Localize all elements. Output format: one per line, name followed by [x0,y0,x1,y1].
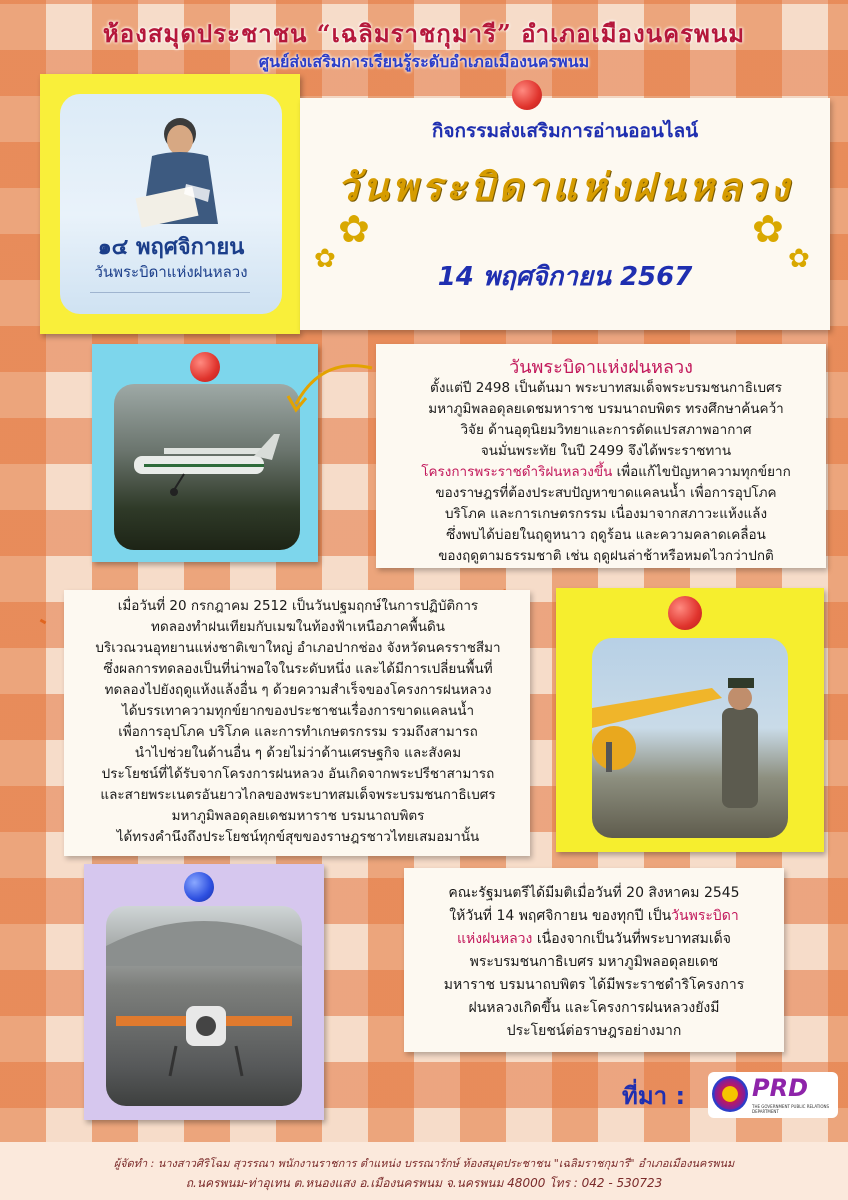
section2-line: ทดลองไปยังฤดูแห้งแล้งอื่น ๆ ด้วยความสำเร็จของโครงการฝนหลวง [104,682,492,698]
king-inspecting-plane-photo [592,638,788,838]
flower-right-icon: ✿ [752,207,784,251]
section1-line: ของราษฎรที่ต้องประสบปัญหาขาดแคลนน้ำ เพื่อการอุปโภค [435,485,777,501]
section1-line [396,462,816,483]
section2-line: ได้บรรเทาความทุกข์ยากของประชาชนเรื่องการขาดแคลนน้ำ [121,703,475,719]
title-card [300,98,830,330]
section2-line: ประโยชน์ที่ได้รับจากโครงการฝนหลวง อันเกิดจากพระปรีชาสามารถ [101,766,495,782]
center-name: ศูนย์ส่งเสริมการเรียนรู้ระดับอำเภอเมืองนครพนม [258,52,590,71]
section3-line: พระบรมชนกาธิเบศร มหาภูมิพลอดุลยเดช [469,954,719,970]
blue-pushpin-icon [184,872,214,902]
section1-line: ตั้งแต่ปี 2498 เป็นต้นมา พระบาทสมเด็จพระบรมชนกาธิเบศร [430,380,782,396]
library-name: ห้องสมุดประชาชน “เฉลิมราชกุมารี” อำเภอเมืองนครพนม [102,19,746,48]
airplane-clouds-photo [114,384,300,550]
section1-highlight: โครงการพระราชดำริฝนหลวงขึ้น [421,464,613,480]
section2-line: และสายพระเนตรอันยาวไกลของพระบาทสมเด็จพระบรมชนกาธิเบศร [100,787,496,803]
prd-emblem-icon [712,1076,748,1112]
section1-line: ซึ่งพบได้บ่อยในฤดูหนาว ฤดูร้อน และความคลาดเคลื่อน [446,527,766,543]
section2-line: ได้ทรงคำนึงถึงประโยชน์ทุกข์สุขของราษฎรชาวไทยเสมอมานั้น [116,829,480,845]
title-card-date: 14 พฤศจิกายน 2567 [437,262,693,292]
red-pushpin-icon [512,80,542,110]
flower-left-icon: ✿ [338,207,370,251]
airplane-image [114,384,300,550]
section3-line: คณะรัฐมนตรีได้มีมติเมื่อวันที่ 20 สิงหาคม 2545 [448,885,740,901]
plane-and-officer-image [592,638,788,838]
footer-address: ถ.นครพนม-ท่าอุเทน ต.หนองแสง อ.เมืองนครพนม จ.นครพนม 48000 โทร : 042 - 530723 [185,1176,663,1190]
poster-day-month: พฤศจิกายน [136,235,245,260]
section2-line: บริเวณวนอุทยานแห่งชาติเขาใหญ่ อำเภอปากช่อง จังหวัดนครราชสีมา [95,640,501,656]
poster-day-number-text: ๑๔ [97,235,129,260]
footer [0,1142,848,1200]
prd-logo [708,1072,838,1118]
section1-body [396,378,816,567]
prd-logo-sub: THE GOVERNMENT PUBLIC RELATIONS DEPARTMENT [752,1104,830,1114]
section2-paper [64,590,530,856]
hangar-plane-photo [106,906,302,1106]
red-pushpin-icon [668,596,702,630]
section3-highlight-1: วันพระบิดา [671,908,739,924]
section1-line: มหาภูมิพลอดุลยเดชมหาราช บรมนาถบพิตร ทรงศึกษาค้นคว้า [428,401,784,417]
section2-line: ทดลองทำฝนเทียมกับเมฆในท้องฟ้าเหนือภาคพื้นดิน [151,619,445,635]
poster-day-number [60,229,282,264]
section1-line: จนมั่นพระทัย ในปี 2499 จึงได้พระราชทาน [480,443,732,459]
section3-body [412,882,776,1043]
section2-body [78,596,518,848]
section1-line: วิจัย ด้านอุตุนิยมวิทยาและการดัดแปรสภาพอากาศ [460,422,752,438]
section2-line: นำไปช่วยในด้านอื่น ๆ ด้วยไม่ว่าด้านเศรษฐกิจ และสังคม [134,745,462,761]
section3-line2-pre: ให้วันที่ 14 พฤศจิกายน ของทุกปี เป็น [449,908,672,924]
section3-highlight-2: แห่งฝนหลวง [457,931,533,947]
flower-left-small-icon: ✿ [314,244,336,274]
section3-line [412,905,776,928]
footer-author: ผู้จัดทำ : นางสาวศิริโฉม สุวรรณา พนักงานราชการ ตำแหน่ง บรรณารักษ์ ห้องสมุดประชาชน "เฉลิมราชกุมารี" อำเภอเมืองนครพนม [113,1157,735,1170]
red-pushpin-icon [190,352,220,382]
section2-line: มหาภูมิพลอดุลยเดชมหาราช บรมนาถบพิตร [171,808,425,824]
section1-paper [376,344,826,568]
prd-logo-text: PRD [752,1074,808,1102]
flower-right-small-icon: ✿ [788,244,810,274]
section2-line: ซึ่งผลการทดลองเป็นที่น่าพอใจในระดับหนึ่ง และได้มีการเปลี่ยนพื้นที่ [103,661,493,677]
king-poster [60,94,282,314]
section3-line [412,928,776,951]
poster-frame [40,74,300,334]
section3-paper [404,868,784,1052]
curved-arrow-icon [282,356,382,426]
section1-line: ของฤดูตามธรรมชาติ เช่น ฤดูฝนล่าช้าหรือหมดไวกว่าปกติ [438,548,774,564]
source-label: ที่มา : [622,1082,686,1110]
poster-subtitle: วันพระบิดาแห่งฝนหลวง [94,263,248,281]
section2-line: เพื่อการอุปโภค บริโภค และการทำเกษตรกรรม รวมถึงสามารถ [118,724,478,740]
section3-line: มหาราช บรมนาถบพิตร ได้มีพระราชดำริโครงการ [443,977,745,993]
section3-line: ฝนหลวงเกิดขึ้น และโครงการฝนหลวงยังมี [468,1000,720,1016]
section1-line-rest: เพื่อแก้ไขปัญหาความทุกข์ยาก [612,464,791,480]
section1-line: บริโภค และการเกษตรกรรม เนื่องมาจากสภาวะแห้งแล้ง [444,506,768,522]
poster-social-strip [90,292,250,297]
section3-line: ประโยชน์ต่อราษฎรอย่างมาก [506,1023,682,1039]
photo-frame-3 [84,864,324,1120]
section3-line3-rest: เนื่องจากเป็นวันที่พระบาทสมเด็จ [532,931,731,947]
hangar-airplane-image [106,906,302,1106]
title-card-activity: กิจกรรมส่งเสริมการอ่านออนไลน์ [431,120,699,142]
section1-heading: วันพระบิดาแห่งฝนหลวง [509,357,693,378]
title-card-event-name: วันพระบิดาแห่งฝนหลวง [337,164,793,209]
section2-line: เมื่อวันที่ 20 กรกฎาคม 2512 เป็นวันปฐมฤกษ์ในการปฏิบัติการ [117,598,479,614]
